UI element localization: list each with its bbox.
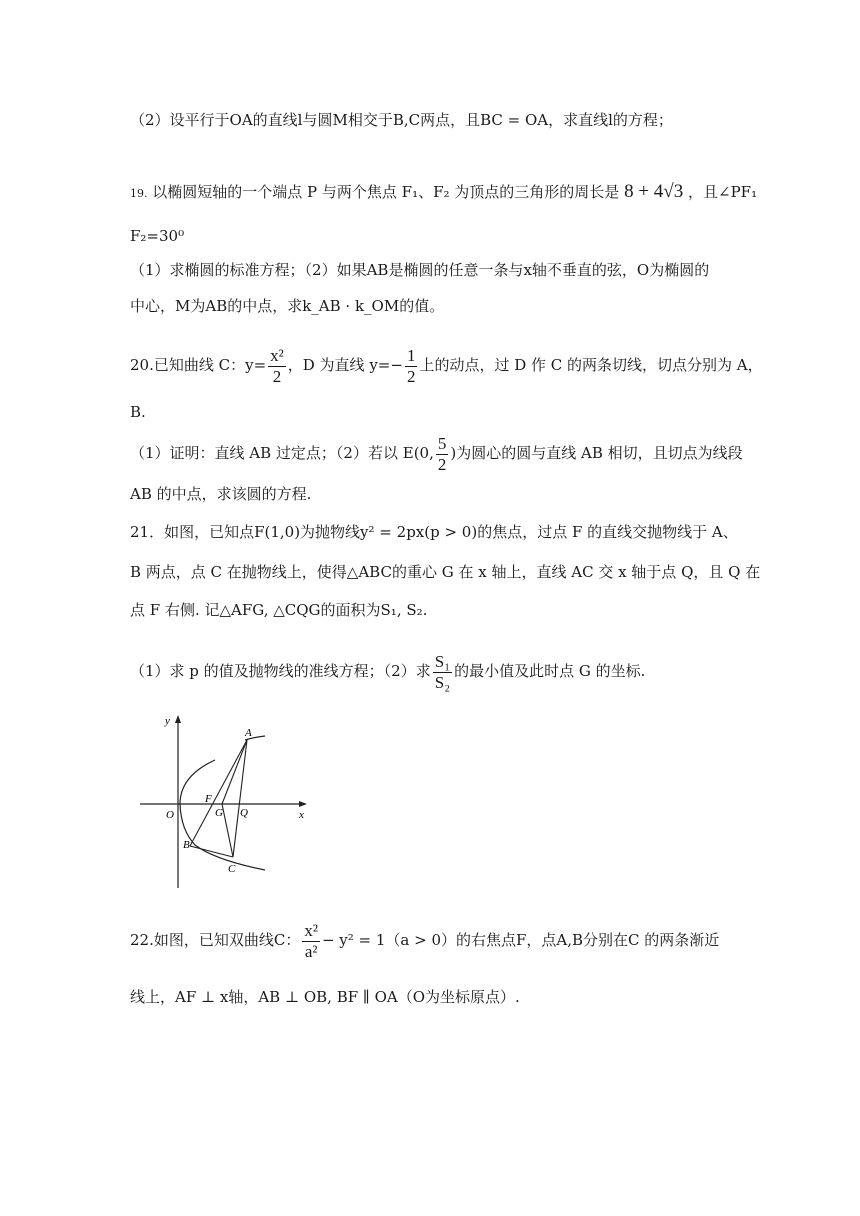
- q21-ratio-num: S₁: [434, 651, 451, 671]
- q20-line1: [130, 342, 763, 388]
- q18-part2-text: （2）设平行于OA的直线l与圆M相交于B,C两点，且BC = OA，求直线l的方程；: [130, 111, 673, 129]
- q21-line2: B 两点，点 C 在抛物线上，使得△ABC的重心 G 在 x 轴上，直线 AC 交 x 轴于点 Q，且 Q 在: [130, 563, 761, 581]
- segment-bc: [190, 846, 233, 857]
- q22-hyp-den: a²: [304, 941, 318, 961]
- q22-line1: [130, 915, 719, 965]
- q22-hyperbola-fraction: [302, 921, 320, 962]
- q19-line1: [130, 180, 757, 206]
- q21-line4-prefix: （1）求 p 的值及抛物线的准线方程；（2）求: [130, 662, 431, 680]
- q19-perimeter: 8 + 4√3: [624, 181, 684, 202]
- q20-line2: B.: [130, 403, 146, 421]
- label-g: G: [215, 807, 223, 819]
- parabola-figure: [135, 710, 315, 890]
- q19-line2: F₂=30⁰: [130, 227, 185, 245]
- q20-curve-den: 2: [272, 366, 282, 386]
- label-c: C: [228, 863, 236, 875]
- q20-curve-num: x²: [270, 345, 284, 365]
- q20-suffix: 上的动点，过 D 作 C 的两条切线，切点分别为 A，: [419, 356, 763, 374]
- q21-ratio-fraction: [433, 652, 452, 693]
- q20-curve-fraction: [268, 346, 286, 387]
- label-y: y: [165, 715, 170, 727]
- label-x: x: [299, 809, 304, 821]
- x-axis-arrow: [299, 801, 307, 807]
- q20-line-num: 1: [406, 345, 416, 365]
- label-q: Q: [240, 807, 248, 819]
- q21-line4: [130, 645, 645, 697]
- q20-line-den: 2: [406, 366, 416, 386]
- q21-line4-suffix: 的最小值及此时点 G 的坐标.: [454, 662, 646, 680]
- q22-prefix: 22.如图，已知双曲线C：: [130, 931, 301, 949]
- label-a: A: [245, 727, 252, 739]
- q21-line1: 21．如图，已知点F(1,0)为抛物线y² = 2px(p > 0)的焦点，过点 F 的直线交抛物线于 A、: [130, 523, 738, 541]
- q20-e-fraction: [436, 434, 449, 475]
- q22-hyp-num: x²: [304, 920, 318, 940]
- y-axis-arrow: [175, 715, 181, 723]
- q21-ratio-den: S₂: [434, 672, 451, 692]
- q21-line3: 点 F 右侧. 记△AFG, △CQG的面积为S₁, S₂.: [130, 601, 428, 619]
- segment-ab: [190, 740, 247, 846]
- q19-line3: （1）求椭圆的标准方程；（2）如果AB是椭圆的任意一条与x轴不垂直的弦，O为椭圆的: [130, 261, 710, 279]
- q20-e-den: 2: [437, 454, 447, 474]
- q20-prefix: 20.已知曲线 C：y=: [130, 356, 267, 374]
- q19-number: 19.: [130, 187, 148, 200]
- q22-line2: 线上，AF ⊥ x轴，AB ⊥ OB, BF ∥ OA（O为坐标原点）.: [130, 988, 520, 1006]
- q19-line4: 中心，M为AB的中点，求k_AB · k_OM的值。: [130, 297, 445, 315]
- segment-gc: [222, 804, 233, 857]
- q19-line1-text: 以椭圆短轴的一个端点 P 与两个焦点 F₁、F₂ 为顶点的三角形的周长是: [152, 183, 620, 201]
- label-o: O: [166, 809, 174, 821]
- label-f: F: [205, 793, 212, 805]
- label-b: B: [183, 839, 190, 851]
- q20-line3: [130, 430, 743, 476]
- q20-e-num: 5: [437, 433, 447, 453]
- q19-line1-end: ，且∠PF₁: [688, 183, 758, 201]
- q20-line4: AB 的中点，求该圆的方程.: [130, 485, 312, 503]
- q20-mid: ，D 为直线 y=−: [287, 356, 403, 374]
- q22-mid: − y² = 1（a > 0）的右焦点F，点A,B分别在C 的两条渐近: [321, 931, 720, 949]
- q20-line3-prefix: （1）证明：直线 AB 过定点；（2）若以 E(0,: [130, 444, 434, 462]
- q20-line-fraction: [405, 346, 418, 387]
- q20-line3-suffix: )为圆心的圆与直线 AB 相切，且切点为线段: [450, 444, 743, 462]
